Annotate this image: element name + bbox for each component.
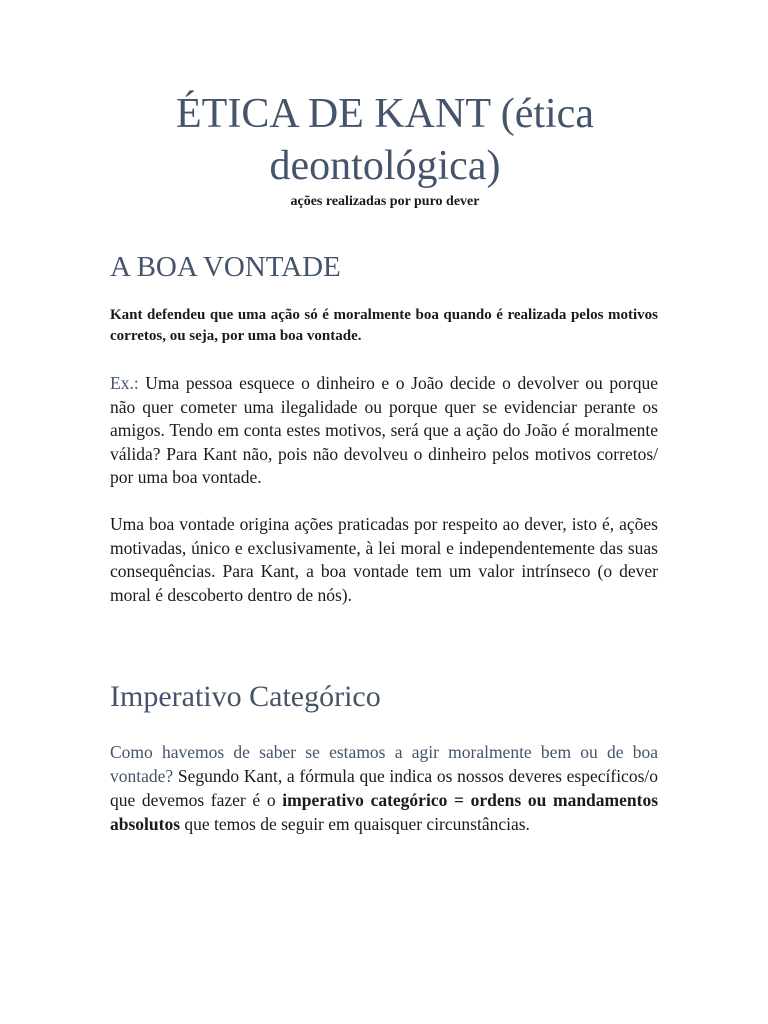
- imperativo-text-1: Segundo Kant, a fórmula que indica os nossos deveres específicos/o que devemos fazer é o: [110, 766, 658, 810]
- section-heading-imperativo: Imperativo Categórico: [110, 680, 381, 713]
- boa-vontade-intro: Kant defendeu que uma ação só é moralmente boa quando é realizada pelos motivos corretos, ou seja, por uma boa vontade.: [110, 307, 658, 344]
- document-subtitle: ações realizadas por puro dever: [290, 194, 480, 209]
- example-label: Ex.:: [110, 373, 139, 393]
- imperativo-text-2: que temos de seguir em quaisquer circunstâncias.: [180, 814, 530, 834]
- example-text: Uma pessoa esquece o dinheiro e o João decide o devolver ou porque não quer cometer uma ilegalidade ou porque quer se evidenciar perante os amigos. Tendo em conta estes motivos, será que a ação do João é moralmente válida? Para Kant não, pois não devolveu o dinheiro pelos motivos corretos/ por uma boa vontade.: [110, 373, 658, 487]
- example-paragraph: [110, 372, 658, 490]
- imperativo-question: Como havemos de saber se estamos a agir moralmente bem ou de boa vontade?: [110, 742, 658, 786]
- boa-vontade-paragraph: Uma boa vontade origina ações praticadas por respeito ao dever, isto é, ações motivadas, único e exclusivamente, à lei moral e independentemente das suas consequências. Para Kant, a boa vontade tem um valor intrínseco (o dever moral é descoberto dentro de nós).: [110, 514, 658, 605]
- section-heading-boa-vontade: A BOA VONTADE: [110, 251, 341, 283]
- imperativo-paragraph: [110, 740, 658, 836]
- imperativo-bold-term: imperativo categórico = ordens ou mandamentos absolutos: [110, 790, 658, 834]
- document-title: ÉTICA DE KANT (ética deontológica): [176, 91, 594, 189]
